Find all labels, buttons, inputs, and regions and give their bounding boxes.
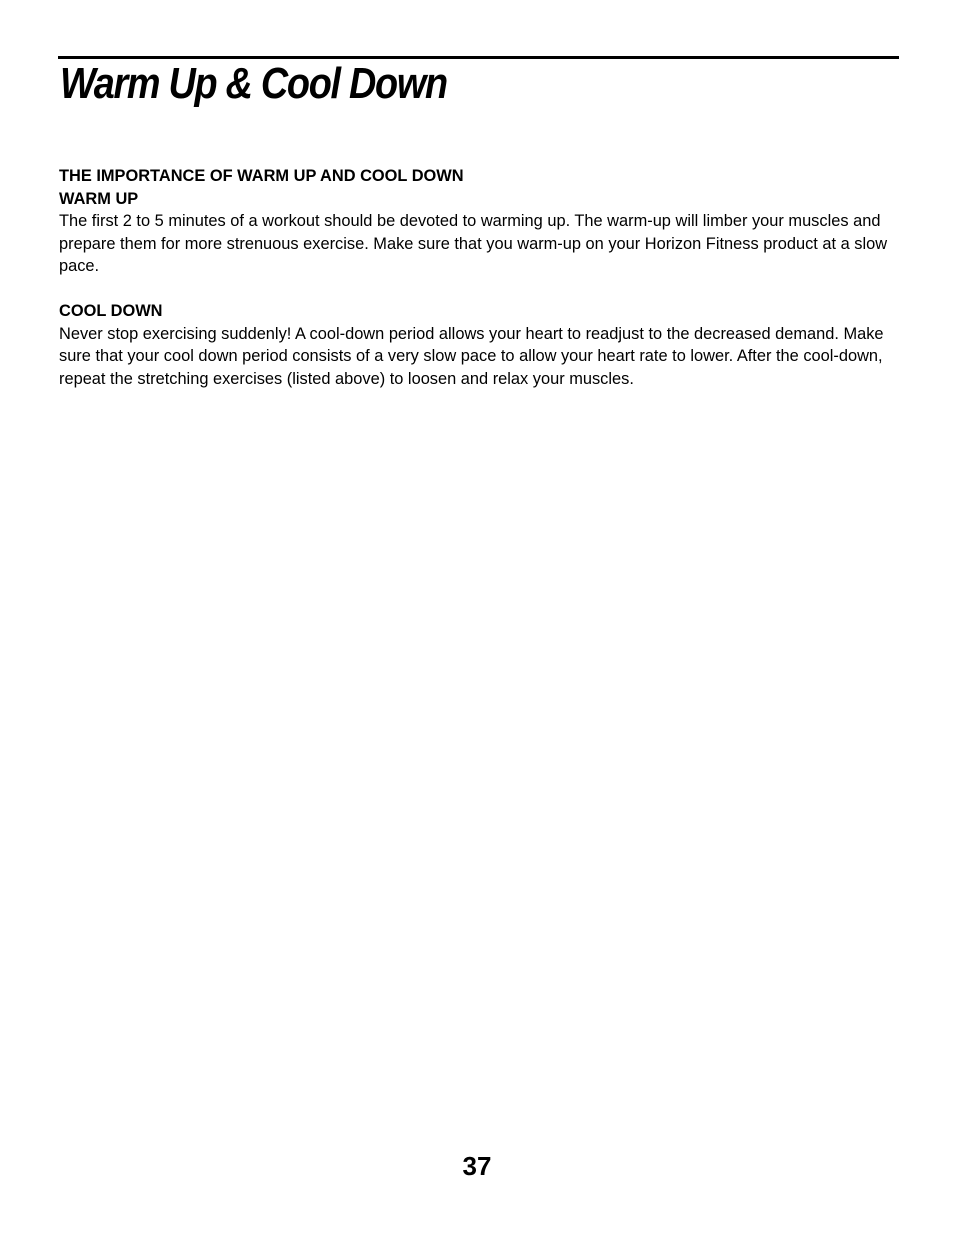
section-spacer [59, 278, 901, 301]
content-body [59, 165, 901, 390]
warm-up-text: The first 2 to 5 minutes of a workout should be devoted to warming up. The warm-up will limber your muscles and prepare them for more strenuous exercise. Make sure that you warm-up on your Horizon Fitness product at a slow pace. [59, 212, 888, 275]
main-heading: THE IMPORTANCE OF WARM UP AND COOL DOWN [59, 167, 464, 185]
page-title: Warm Up & Cool Down [60, 59, 447, 108]
warm-up-heading: WARM UP [59, 189, 139, 208]
cool-down-text: Never stop exercising suddenly! A cool-down period allows your heart to readjust to the decreased demand. Make sure that your cool down period consists of a very slow pace to allow your heart rate to lower. After the cool-down, repeat the stretching exercises (listed above) to loosen and relax your muscles. [59, 324, 884, 388]
cool-down-heading: COOL DOWN [59, 302, 163, 320]
page-number: 37 [462, 1151, 492, 1181]
